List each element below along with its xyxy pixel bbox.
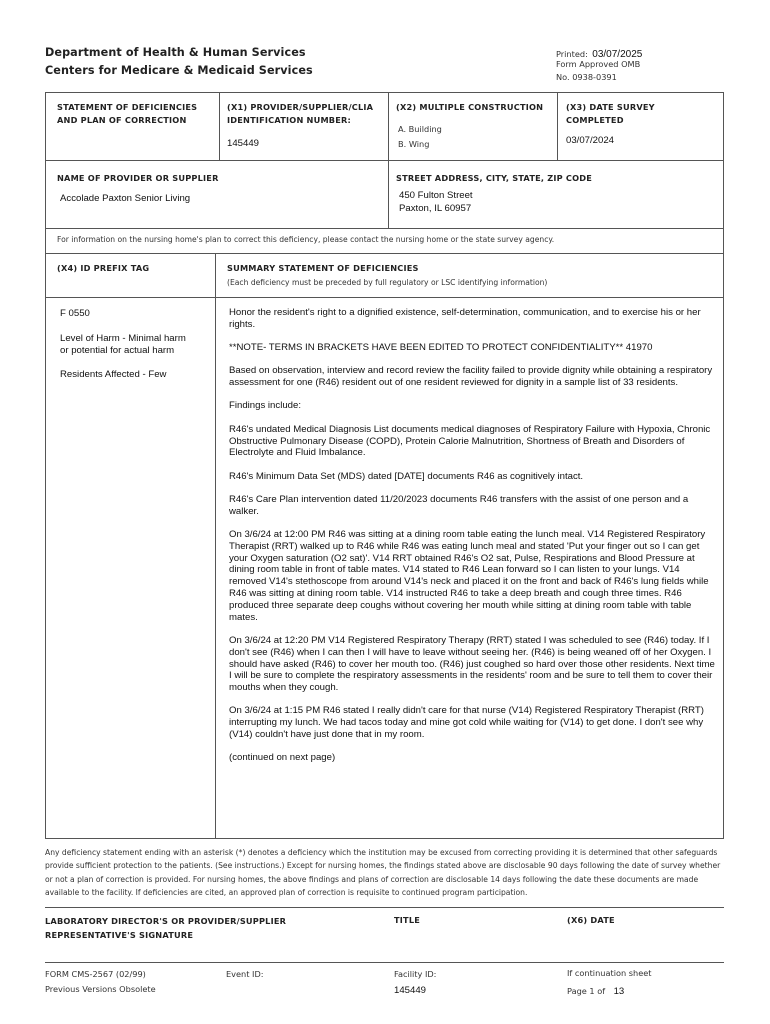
page-label: Page 1 of: [567, 986, 606, 996]
paragraph: Findings include:: [229, 400, 301, 412]
residents-affected: Residents Affected - Few: [60, 369, 167, 380]
paragraph: **NOTE- TERMS IN BRACKETS HAVE BEEN EDITED TO PROTECT CONFIDENTIALITY** 41970: [229, 342, 653, 354]
divider: [45, 297, 724, 298]
provider-name-label: NAME OF PROVIDER OR SUPPLIER: [57, 173, 219, 183]
continued-note: (continued on next page): [229, 752, 336, 764]
divider: [45, 228, 724, 229]
agency-name: Centers for Medicare & Medicaid Services: [45, 64, 313, 77]
frame-bottom-line: [45, 838, 724, 839]
divider: [45, 907, 724, 908]
frame-right-line: [723, 92, 724, 839]
paragraph: R46's Minimum Data Set (MDS) dated [DATE] documents R46 as cognitively intact.: [229, 470, 584, 482]
paragraph: R46's undated Medical Diagnosis List documents medical diagnoses of Respiratory Failure with Hypoxia, Chronic Obstructive Pulmonary Disease (COPD), Protein Calorie Malnutrition, Shortness of Breath and Disorders of Electrolyte and Fluid Imbalance.: [229, 423, 711, 459]
previous-versions: Previous Versions Obsolete: [45, 984, 156, 994]
tag-id: F 0550: [60, 308, 90, 319]
divider: [219, 92, 220, 160]
summary-sub: (Each deficiency must be preceded by full regulatory or LSC identifying information): [227, 278, 548, 287]
address-street: 450 Fulton Street: [399, 190, 473, 201]
divider: [45, 962, 724, 963]
divider: [388, 92, 389, 160]
divider: [388, 160, 389, 228]
info-line: For information on the nursing home's plan to correct this deficiency, please contact the nursing home or the state survey agency.: [57, 235, 555, 244]
paragraph: On 3/6/24 at 12:00 PM R46 was sitting at a dining room table eating the lunch meal. V14 Registered Respiratory Therapist (RRT) walked up to R46 while R46 was eating lunch meal and stated 'Put your finger out so I can get your Oxygen saturation (O2 sat)'. V14 RRT obtained R46's O2 sat, Pulse, Respirations and Blood Pressure at dining room table in front of table mates. V14 stated to R46 Lean forward so I can listen to your lungs. V14 removed V14's stethoscope from around V14's neck and placed it on the front and back of R46's lung fields while R46 was sitting at dining room table. V14 instructed R46 to take a deep breath and cough three times. R46 produced three separate deep coughs without covering her mouth while sitting at dining room table with table mates.: [229, 529, 709, 623]
omb-number: No. 0938-0391: [556, 72, 617, 82]
date-label: (X6) DATE: [567, 915, 615, 925]
divider: [215, 253, 216, 839]
frame-left-line: [45, 92, 46, 839]
omb-approval: Form Approved OMB: [556, 59, 641, 69]
page-indicator: [567, 981, 624, 999]
printed-label: Printed:: [556, 49, 588, 59]
title-label: TITLE: [394, 915, 421, 925]
survey-completed-date: 03/07/2024: [566, 135, 615, 146]
divider: [45, 160, 724, 161]
x1-label: (X1) PROVIDER/SUPPLIER/CLIA IDENTIFICATION NUMBER:: [227, 102, 374, 125]
paragraph: Honor the resident's right to a dignified existence, self-determination, communication, and to exercise his or her rights.: [229, 307, 701, 330]
x2-wing: B. Wing: [398, 139, 430, 149]
form-number: FORM CMS-2567 (02/99): [45, 969, 146, 979]
facility-id: 145449: [394, 985, 427, 996]
level-of-harm: Level of Harm - Minimal harm or potential for actual harm: [60, 333, 186, 356]
facility-id-label: Facility ID:: [394, 969, 437, 979]
provider-name: Accolade Paxton Senior Living: [60, 193, 191, 204]
paragraph: Based on observation, interview and record review the facility failed to provide dignity while obtaining a respiratory assessment for one (R46) resident out of one resident reviewed for dignity in a sample list of 33 residents.: [229, 365, 713, 389]
provider-id: 145449: [227, 138, 260, 149]
department-name: Department of Health & Human Services: [45, 46, 306, 59]
deficiency-summary: [229, 307, 719, 776]
disclaimer: Any deficiency statement ending with an asterisk (*) denotes a deficiency which the institution may be excused from correcting providing it is determined that other safeguards provide sufficient protection to the patients. (See instructions.) Except for nursing homes, the findings stated above are disclosable 90 days following the date of survey whether or not a plan of correction is provided. For nursing homes, the above findings and plans of correction are disclosable 14 days following the date these documents are made available to the facility. If deficiencies are cited, an approved plan of correction is requisite to continued program participation.: [45, 848, 721, 898]
statement-label: STATEMENT OF DEFICIENCIES AND PLAN OF CORRECTION: [57, 102, 198, 125]
x4-label: (X4) ID PREFIX TAG: [57, 263, 150, 273]
printed-date: 03/07/2025: [592, 49, 643, 60]
paragraph: R46's Care Plan intervention dated 11/20/2023 documents R46 transfers with the assist of one person and a walker.: [229, 493, 689, 517]
address-city: Paxton, IL 60957: [399, 203, 472, 214]
signature-label: LABORATORY DIRECTOR'S OR PROVIDER/SUPPLIER REPRESENTATIVE'S SIGNATURE: [45, 916, 287, 940]
divider: [557, 92, 558, 160]
continuation-label: If continuation sheet: [567, 968, 652, 978]
x2-label: (X2) MULTIPLE CONSTRUCTION: [396, 102, 544, 112]
paragraph: On 3/6/24 at 1:15 PM R46 stated I really didn't care for that nurse (V14) Registered Respiratory Therapist (RRT) interrupting my lunch. We had tacos today and mine got cold while waiting for (V14) to get done. I don't see why (V14) couldn't have just done that in my room.: [229, 705, 704, 741]
address-label: STREET ADDRESS, CITY, STATE, ZIP CODE: [396, 173, 593, 183]
page-total: 13: [613, 986, 625, 997]
frame-top-line: [45, 92, 724, 93]
id-prefix-tag: [60, 308, 210, 381]
summary-label: SUMMARY STATEMENT OF DEFICIENCIES: [227, 263, 419, 273]
event-id-label: Event ID:: [226, 969, 264, 979]
x2-building: A. Building: [398, 124, 442, 134]
paragraph: On 3/6/24 at 12:20 PM V14 Registered Respiratory Therapy (RRT) stated I was scheduled to see (R46) today. If I don't see (R46) when I can then I will have to leave without seeing her. (R46) is being weaned off of her Oxygen. I should have asked (R46) to cover her mouth too. (R46) just coughed so hard over those other residents. Next time I will be sure to complete the respiratory assessments in the residents' room and be sure to tell them to cover their mouths when they cough.: [229, 634, 715, 694]
divider: [45, 253, 724, 254]
x3-label: (X3) DATE SURVEY COMPLETED: [566, 102, 655, 125]
